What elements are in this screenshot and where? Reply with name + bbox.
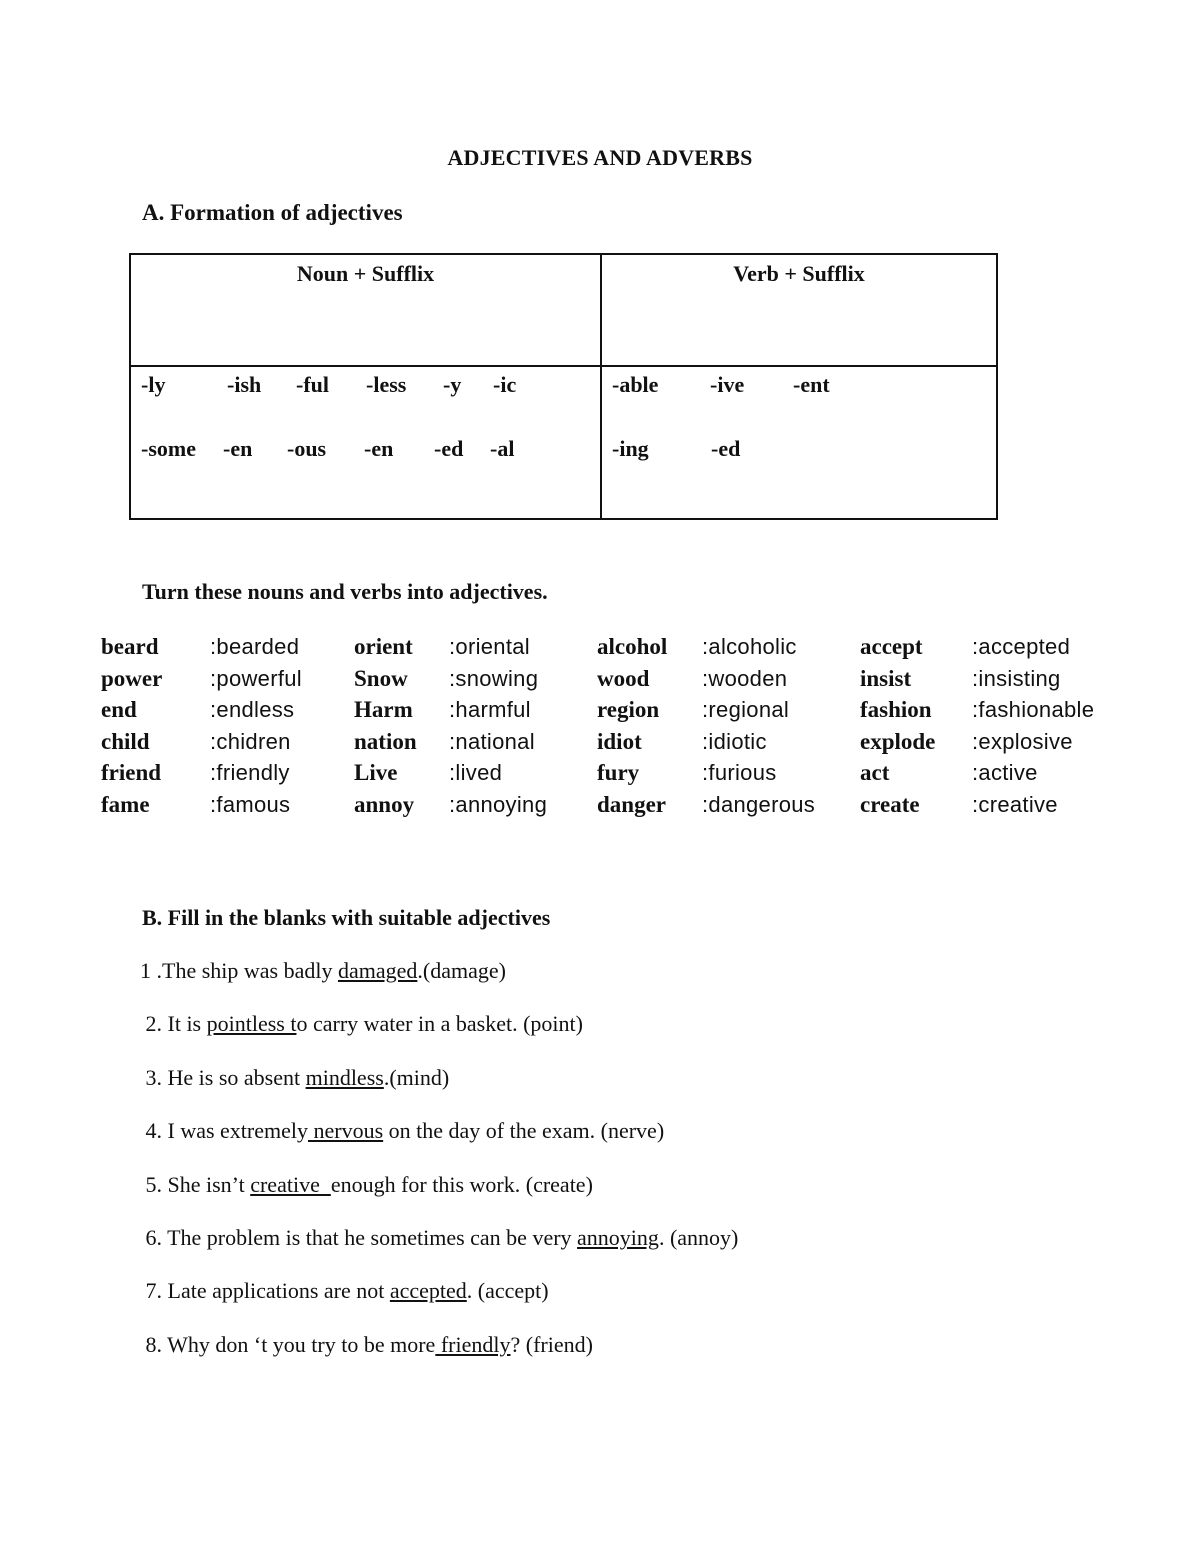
adjective: :powerful bbox=[210, 665, 302, 691]
base-word: region bbox=[597, 697, 660, 723]
word-row bbox=[0, 666, 1200, 698]
adjective: :fashionable bbox=[972, 697, 1095, 723]
word-row bbox=[0, 634, 1200, 666]
word-row bbox=[0, 729, 1200, 761]
word-row bbox=[0, 760, 1200, 792]
answer-blank: pointless t bbox=[206, 1011, 297, 1037]
sentence-text: .(mind) bbox=[383, 1064, 450, 1090]
adjective: :lived bbox=[449, 760, 503, 786]
sentence-text: enough for this work. (create) bbox=[330, 1171, 593, 1197]
adjective: :bearded bbox=[210, 634, 300, 659]
suffix: -al bbox=[490, 436, 515, 461]
word-row bbox=[0, 697, 1200, 729]
section-b-heading: B. Fill in the blanks with suitable adjectives bbox=[142, 905, 551, 930]
sentence-item bbox=[140, 1065, 1120, 1118]
answer-blank: accepted bbox=[389, 1278, 467, 1304]
sentence-text: . (accept) bbox=[466, 1278, 549, 1304]
suffix: -ive bbox=[710, 372, 745, 397]
base-word: danger bbox=[597, 791, 666, 817]
base-word: Live bbox=[354, 760, 398, 786]
adjective: :alcoholic bbox=[702, 634, 797, 659]
sentence-item bbox=[140, 1278, 1120, 1331]
base-word: fashion bbox=[860, 697, 932, 723]
base-word: Harm bbox=[354, 697, 413, 723]
suffix: -ed bbox=[434, 436, 464, 461]
adjective: :friendly bbox=[210, 760, 290, 786]
sentence-text: 4. I was extremely bbox=[140, 1118, 308, 1144]
sentence-text: 6. The problem is that he sometimes can be very bbox=[140, 1224, 578, 1250]
suffix: -y bbox=[443, 372, 462, 397]
verb-suffix-cell bbox=[601, 366, 997, 519]
adjective: :annoying bbox=[449, 791, 548, 817]
verb-suffix-row bbox=[602, 367, 996, 431]
answer-blank: damaged bbox=[337, 958, 418, 983]
adjective: :insisting bbox=[972, 665, 1061, 691]
base-word: insist bbox=[860, 665, 912, 691]
section-a-heading: A. Formation of adjectives bbox=[142, 200, 403, 225]
base-word: accept bbox=[860, 634, 923, 659]
adjective: :regional bbox=[702, 697, 790, 723]
sentence-item bbox=[140, 1011, 1120, 1064]
suffix: -ed bbox=[711, 436, 741, 461]
answer-blank: mindless bbox=[305, 1064, 384, 1090]
sentence-item bbox=[140, 1225, 1120, 1278]
suffix: -ent bbox=[793, 372, 830, 397]
base-word: power bbox=[101, 665, 163, 691]
sentence-text: . (annoy) bbox=[658, 1224, 739, 1250]
adjective: :accepted bbox=[972, 634, 1071, 659]
adjective: :harmful bbox=[449, 697, 531, 723]
suffix: -less bbox=[366, 372, 407, 397]
base-word: Snow bbox=[354, 665, 408, 691]
answer-blank: annoying bbox=[577, 1224, 659, 1250]
base-word: beard bbox=[101, 634, 159, 659]
base-word: create bbox=[860, 791, 920, 817]
suffix: -en bbox=[223, 436, 253, 461]
sentence-text: 7. Late applications are not bbox=[140, 1278, 390, 1304]
noun-suffix-header: Noun + Sufflix bbox=[130, 254, 601, 366]
adjective: :famous bbox=[210, 791, 291, 817]
suffix: -ous bbox=[287, 436, 327, 461]
answer-blank: nervous bbox=[308, 1118, 384, 1144]
adjective: :creative bbox=[972, 791, 1058, 817]
sentence-list bbox=[140, 958, 1120, 1385]
adjective: :endless bbox=[210, 697, 295, 723]
base-word: annoy bbox=[354, 791, 415, 817]
suffix: -ish bbox=[227, 372, 262, 397]
adjective: :wooden bbox=[702, 665, 788, 691]
base-word: idiot bbox=[597, 728, 642, 754]
base-word: fury bbox=[597, 760, 640, 786]
base-word: fame bbox=[101, 791, 150, 817]
instruction: Turn these nouns and verbs into adjectives. bbox=[142, 579, 548, 604]
sentence-text: 1 .The ship was badly bbox=[140, 958, 338, 983]
base-word: wood bbox=[597, 665, 650, 691]
suffix: -some bbox=[141, 436, 196, 461]
base-word: nation bbox=[354, 728, 417, 754]
sentence-text: ? (friend) bbox=[510, 1331, 593, 1357]
sentence-text: 3. He is so absent bbox=[140, 1064, 306, 1090]
adjective: :national bbox=[449, 728, 535, 754]
base-word: explode bbox=[860, 728, 936, 754]
base-word: friend bbox=[101, 760, 162, 786]
adjective: :oriental bbox=[449, 634, 530, 659]
adjective: :active bbox=[972, 760, 1038, 786]
sentence-text: on the day of the exam. (nerve) bbox=[383, 1118, 665, 1144]
sentence-item bbox=[140, 1332, 1120, 1385]
adjective: :furious bbox=[702, 760, 777, 786]
sentence-item bbox=[140, 958, 1120, 1011]
verb-suffix-row bbox=[602, 431, 996, 495]
sentence-text: o carry water in a basket. (point) bbox=[296, 1011, 583, 1037]
sentence-text: 2. It is bbox=[140, 1011, 207, 1037]
adjective: :explosive bbox=[972, 728, 1073, 754]
word-row bbox=[0, 792, 1200, 824]
adjective: :snowing bbox=[449, 665, 539, 691]
base-word: end bbox=[101, 697, 137, 723]
base-word: child bbox=[101, 728, 150, 754]
answer-blank: creative bbox=[250, 1171, 331, 1197]
sentence-text: 8. Why don ‘t you try to be more bbox=[140, 1331, 436, 1357]
suffix: -en bbox=[364, 436, 394, 461]
suffix: -ful bbox=[296, 372, 329, 397]
suffix: -able bbox=[612, 372, 659, 397]
base-word: orient bbox=[354, 634, 413, 659]
answer-blank: friendly bbox=[435, 1331, 511, 1357]
page-title: ADJECTIVES AND ADVERBS bbox=[447, 145, 753, 170]
word-grid bbox=[0, 634, 1200, 824]
adjective: :chidren bbox=[210, 728, 291, 754]
adjective: :idiotic bbox=[702, 728, 767, 754]
noun-suffix-cell bbox=[130, 366, 601, 519]
sentence-text: .(damage) bbox=[417, 958, 506, 983]
noun-suffix-row bbox=[131, 431, 600, 495]
adjective: :dangerous bbox=[702, 791, 816, 817]
suffix: -ing bbox=[612, 436, 649, 461]
verb-suffix-header: Verb + Sufflix bbox=[601, 254, 997, 366]
noun-suffix-row bbox=[131, 367, 600, 431]
base-word: act bbox=[860, 760, 890, 786]
suffix: -ly bbox=[141, 372, 166, 397]
suffix-table bbox=[129, 253, 998, 520]
sentence-item bbox=[140, 1118, 1120, 1171]
sentence-text: 5. She isn’t bbox=[140, 1171, 251, 1197]
base-word: alcohol bbox=[597, 634, 668, 659]
sentence-item bbox=[140, 1172, 1120, 1225]
suffix: -ic bbox=[493, 372, 517, 397]
